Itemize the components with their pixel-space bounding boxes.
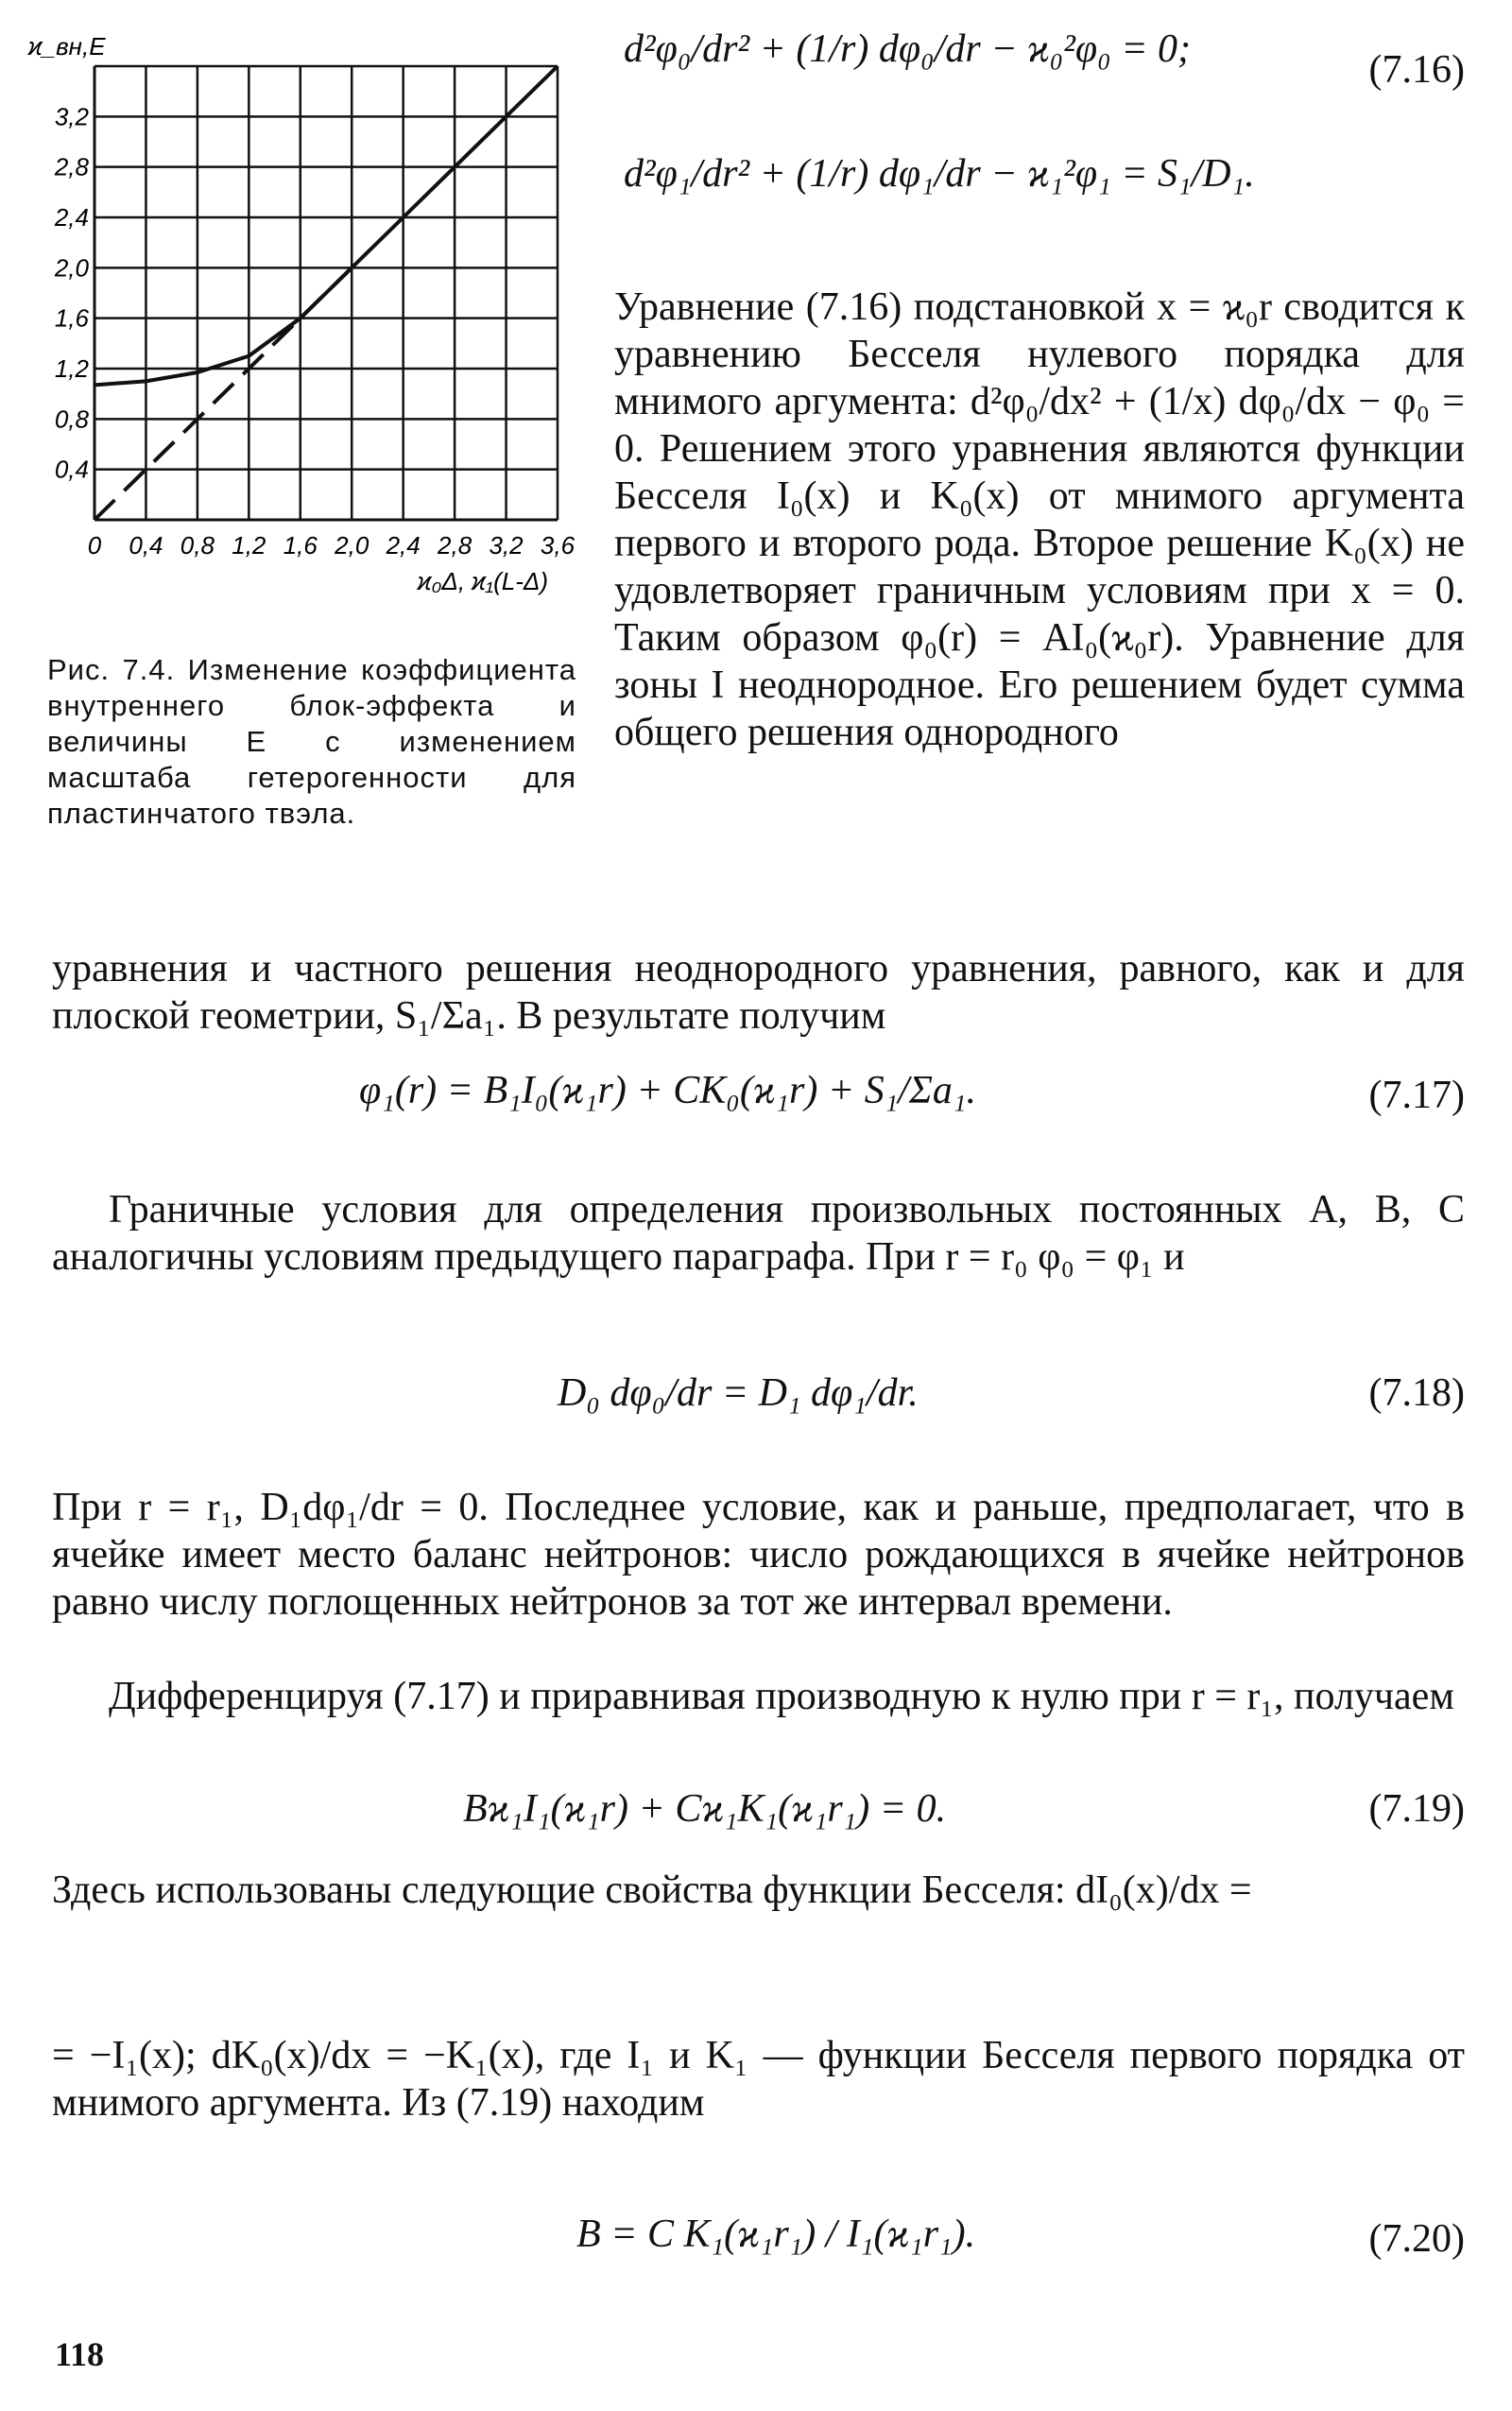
- figure-caption: Рис. 7.4. Изменение коэффициента внутреннего блок-эффекта и величины E с изменением масштаба гетерогенности для пластинчатого твэла.: [47, 653, 576, 830]
- x-tick-label: 2,0: [335, 531, 369, 560]
- y-tick-label: 1,6: [54, 303, 89, 333]
- equation-number-7-17: (7.17): [1368, 1074, 1465, 1117]
- equation-7-17: φ₁(r) = B₁I₀(ϰ₁r) + CK₀(ϰ₁r) + S₁/Σa₁.: [359, 1069, 977, 1112]
- x-tick-label: 0,8: [180, 531, 215, 560]
- equation-number-7-18: (7.18): [1368, 1371, 1465, 1415]
- y-tick-label: 1,2: [54, 354, 89, 383]
- y-tick-label: 3,2: [54, 102, 89, 131]
- y-tick-label: 2,0: [54, 253, 89, 283]
- x-axis-label: ϰ₀Δ, ϰ₁(L-Δ): [417, 567, 548, 595]
- x-tick-label: 3,2: [489, 531, 524, 560]
- equation-number-7-20: (7.20): [1368, 2217, 1465, 2261]
- paragraph-bessel-substitution: Уравнение (7.16) подстановкой x = ϰ₀r сводится к уравнению Бесселя нулевого порядка для мнимого аргумента: d²φ₀/dx² + (1/x) dφ₀/dx − φ₀ = 0. Решением этого уравнения являются функции Бесселя I₀(x) и K₀(x) от мнимого аргумента первого и второго рода. Второе решение K₀(x) не удовлетворяет граничным условиям при x = 0. Таким образом φ₀(r) = AI₀(ϰ₀r). Уравнение для зоны I неоднородное. Его решением будет сумма общего решения однородного: [614, 285, 1465, 754]
- y-tick-label: 0,8: [54, 405, 89, 434]
- y-tick-label: 0,4: [54, 455, 89, 484]
- paragraph-differentiating: Дифференцируя (7.17) и приравнивая производную к нулю при r = r₁, получаем: [109, 1675, 1454, 1718]
- equation-number-7-19: (7.19): [1368, 1787, 1465, 1831]
- x-tick-label: 1,6: [283, 531, 318, 560]
- equation-7-19: Bϰ₁I₁(ϰ₁r) + Cϰ₁K₁(ϰ₁r₁) = 0.: [463, 1787, 947, 1831]
- equation-7-16-a: d²φ₀/dr² + (1/r) dφ₀/dr − ϰ₀²φ₀ = 0;: [624, 27, 1192, 71]
- paragraph-boundary-conditions: Граничные условия для определения произвольных постоянных A, B, C аналогичны условиям предыдущего параграфа. При r = r₀ φ₀ = φ₁ и: [52, 1188, 1465, 1279]
- paragraph-neutron-balance: При r = r₁, D₁dφ₁/dr = 0. Последнее условие, как и раньше, предполагает, что в ячейке имеет место баланс нейтронов: число рождающихся в ячейке нейтронов равно числу поглощенных нейтронов за тот же интервал времени.: [52, 1486, 1465, 1624]
- equation-7-16-b: d²φ₁/dr² + (1/r) dφ₁/dr − ϰ₁²φ₁ = S₁/D₁.: [624, 152, 1255, 196]
- y-axis-label: ϰ_вн,E: [28, 32, 106, 60]
- x-tick-label: 2,4: [386, 531, 421, 560]
- paragraph-bessel-properties: Здесь использованы следующие свойства функции Бесселя: dI₀(x)/dx =: [52, 1869, 1252, 1912]
- equation-7-18: D₀ dφ₀/dr = D₁ dφ₁/dr.: [558, 1371, 919, 1415]
- y-tick-label: 2,8: [54, 152, 89, 181]
- y-tick-label: 2,4: [54, 203, 89, 232]
- equation-number-7-16: (7.16): [1368, 48, 1465, 92]
- page-number: 118: [55, 2335, 105, 2373]
- series-dashed-line: [94, 267, 352, 520]
- x-tick-label: 0,4: [129, 531, 163, 560]
- equation-7-20: B = C K₁(ϰ₁r₁) / I₁(ϰ₁r₁).: [576, 2213, 976, 2256]
- chart-svg: [19, 28, 586, 614]
- paragraph-bessel-first-order: = −I₁(x); dK₀(x)/dx = −K₁(x), где I₁ и K₁ — функции Бесселя первого порядка от мнимого аргумента. Из (7.19) находим: [52, 2034, 1465, 2125]
- series-solid-curve: [94, 66, 558, 385]
- figure-7-4: [19, 28, 586, 614]
- x-tick-label: 0: [87, 531, 102, 560]
- x-tick-label: 1,2: [232, 531, 266, 560]
- paragraph-general-solution: уравнения и частного решения неоднородного уравнения, равного, как и для плоской геометрии, S₁/Σa₁. В результате получим: [52, 947, 1465, 1038]
- x-tick-label: 2,8: [438, 531, 472, 560]
- x-tick-label: 3,6: [540, 531, 576, 560]
